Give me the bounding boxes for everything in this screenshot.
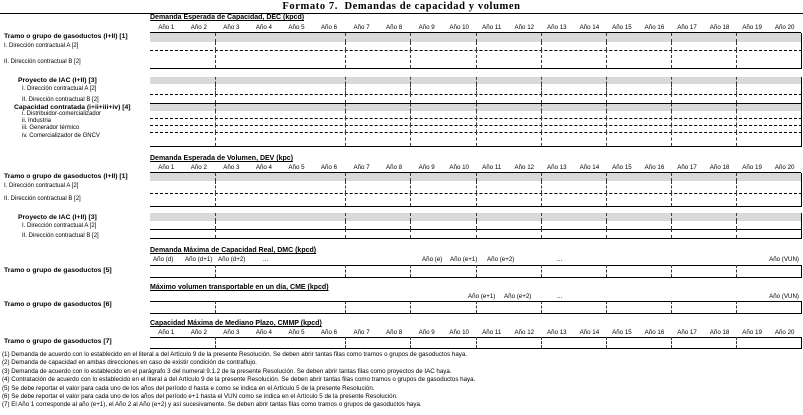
year-label: Año 11: [482, 24, 502, 31]
year-label: Año 9: [418, 329, 435, 336]
column-separator: [736, 221, 737, 229]
column-separator: [215, 193, 216, 206]
column-separator: [476, 229, 477, 238]
column-separator: [476, 173, 477, 181]
dev-iac-dir-b-data-row[interactable]: [150, 229, 802, 239]
year-label: Año 16: [644, 329, 665, 336]
footnote-line: (6) Se debe reportar el valor para cada uno de los años del período e+1 hasta el VUN como se indica en el Artículo 5 de la presente Resolución.: [2, 393, 398, 401]
column-separator: [345, 265, 346, 277]
year-label: Año 3: [223, 24, 240, 31]
year-label: Año 9: [418, 24, 435, 31]
column-separator: [476, 84, 477, 94]
column-separator: [671, 265, 672, 277]
year-label: Año 12: [514, 329, 535, 336]
dec-capacidad-items: [22, 111, 101, 140]
dmc-col-ellipsis: ...: [557, 256, 563, 263]
column-separator: [410, 33, 411, 42]
dev-dir-b-data-row[interactable]: [150, 193, 802, 207]
column-separator: [736, 265, 737, 277]
column-separator: [541, 337, 542, 348]
column-separator: [736, 77, 737, 84]
column-separator: [541, 132, 542, 146]
dmc-col-label: Año (d+2): [218, 256, 246, 263]
dmc-row-label: Tramo o grupo de gasoductos [5]: [4, 267, 112, 274]
year-label: Año 19: [742, 24, 762, 31]
column-separator: [215, 77, 216, 84]
column-separator: [606, 265, 607, 277]
column-separator: [215, 104, 216, 111]
footnote-line: (3) Demanda de acuerdo con lo establecido en el parágrafo 3 del numeral 9.1.2 de la presente Resolución. Se deben abrir tantas filas como proyectos de IAC haya.: [2, 367, 452, 375]
year-label: Año 17: [677, 164, 697, 171]
column-separator: [606, 229, 607, 238]
column-separator: [736, 173, 737, 181]
dmc-col-vun-label: Año (VUN): [769, 256, 799, 263]
year-label: Año 1: [158, 24, 175, 31]
column-separator: [476, 94, 477, 103]
column-separator: [410, 84, 411, 94]
column-separator: [345, 111, 346, 118]
year-label: Año 1: [158, 329, 175, 336]
column-separator: [476, 111, 477, 118]
year-label: Año 10: [449, 164, 469, 171]
column-separator: [410, 104, 411, 111]
column-separator: [345, 213, 346, 221]
dmc-section-header: Demanda Máxima de Capacidad Real, DMC (kpcd): [150, 247, 317, 254]
column-separator: [345, 229, 346, 238]
column-separator: [541, 193, 542, 206]
capacidad-item-label: iv. Comercializador de GNCV: [22, 132, 100, 139]
dec-iac-dir-b-data-row[interactable]: [150, 94, 802, 104]
column-separator: [215, 265, 216, 277]
column-separator: [476, 125, 477, 132]
column-separator: [736, 104, 737, 111]
year-label: Año 8: [386, 329, 403, 336]
column-separator: [671, 94, 672, 103]
column-separator: [606, 111, 607, 118]
column-separator: [215, 173, 216, 181]
column-separator: [476, 193, 477, 206]
year-label: Año 18: [709, 164, 730, 171]
dev-dir-b-label: II. Dirección contractual B [2]: [4, 196, 81, 202]
column-separator: [671, 77, 672, 84]
column-separator: [410, 42, 411, 50]
column-separator: [410, 50, 411, 68]
column-separator: [345, 42, 346, 50]
column-separator: [606, 33, 607, 42]
dec-tramo-data-row[interactable]: [150, 33, 802, 42]
column-separator: [215, 213, 216, 221]
column-separator: [215, 33, 216, 42]
year-label: Año 10: [449, 329, 469, 336]
year-label: Año 13: [547, 329, 567, 336]
dev-tramo-data-row[interactable]: [150, 173, 802, 181]
dec-cap-iv-data-row[interactable]: [150, 132, 802, 147]
year-label: Año 16: [644, 164, 665, 171]
year-label: Año 17: [677, 329, 697, 336]
column-separator: [410, 213, 411, 221]
capacidad-item-label: iii. Generador térmico: [22, 125, 80, 132]
dmc-data-row[interactable]: [150, 265, 802, 278]
column-separator: [215, 118, 216, 125]
column-separator: [410, 173, 411, 181]
column-separator: [215, 42, 216, 50]
column-separator: [476, 42, 477, 50]
column-separator: [671, 118, 672, 125]
year-label: Año 12: [514, 24, 535, 31]
year-label: Año 5: [288, 329, 305, 336]
column-separator: [606, 221, 607, 229]
year-label: Año 11: [482, 329, 502, 336]
year-label: Año 14: [579, 164, 600, 171]
column-separator: [476, 132, 477, 146]
capacidad-item-label: ii. Industria: [22, 118, 52, 125]
year-label: Año 2: [190, 329, 207, 336]
column-separator: [215, 337, 216, 348]
column-separator: [410, 229, 411, 238]
year-label: Año 6: [320, 164, 338, 171]
dev-tramo-label: Tramo o grupo de gasoductos (I+II) [1]: [4, 173, 128, 180]
column-separator: [476, 221, 477, 229]
footnote-line: (2) Demanda de capacidad en ambas direcciones en caso de existir condición de contraflujo.: [2, 359, 257, 367]
dmc-col-label: Año (e): [422, 256, 443, 263]
column-separator: [476, 213, 477, 221]
year-label: Año 2: [190, 164, 207, 171]
column-separator: [606, 118, 607, 125]
dec-tramo-label: Tramo o grupo de gasoductos (I+II) [1]: [4, 33, 128, 40]
title-rule: [0, 13, 803, 14]
dec-dir-b-data-row[interactable]: [150, 50, 802, 69]
year-label: Año 5: [288, 164, 305, 171]
column-separator: [541, 265, 542, 277]
column-separator: [215, 50, 216, 68]
year-label: Año 1: [158, 164, 175, 171]
column-separator: [215, 84, 216, 94]
year-label: Año 14: [579, 329, 600, 336]
column-separator: [345, 181, 346, 193]
cme-col-label: Año (e+1): [468, 293, 496, 300]
column-separator: [606, 104, 607, 111]
column-separator: [736, 94, 737, 103]
year-label: Año 15: [612, 24, 632, 31]
column-separator: [541, 42, 542, 50]
column-separator: [606, 173, 607, 181]
column-separator: [671, 221, 672, 229]
year-label: Año 19: [742, 164, 762, 171]
year-label: Año 15: [612, 329, 632, 336]
column-separator: [736, 193, 737, 206]
year-label: Año 13: [547, 164, 567, 171]
column-separator: [736, 33, 737, 42]
year-label: Año 8: [386, 24, 403, 31]
year-label: Año 7: [353, 24, 370, 31]
column-separator: [215, 181, 216, 193]
column-separator: [736, 50, 737, 68]
year-label: Año 17: [677, 24, 697, 31]
cme-section-header: Máximo volumen transportable en un día, CME (kpcd): [150, 284, 329, 291]
dec-iac-data-row[interactable]: [150, 77, 802, 84]
column-separator: [345, 77, 346, 84]
column-separator: [606, 132, 607, 146]
footnotes: [2, 351, 802, 410]
column-separator: [541, 111, 542, 118]
cme-row-label: Tramo o grupo de gasoductos [6]: [4, 301, 112, 308]
column-separator: [671, 229, 672, 238]
dmc-col-ellipsis: ...: [263, 256, 269, 263]
column-separator: [345, 337, 346, 348]
column-separator: [541, 229, 542, 238]
column-separator: [671, 181, 672, 193]
dec-dir-a-label: I. Dirección contractual A [2]: [4, 43, 79, 49]
column-separator: [606, 301, 607, 313]
cme-col-label: Año (e+2): [504, 293, 532, 300]
column-separator: [215, 229, 216, 238]
column-separator: [736, 125, 737, 132]
column-separator: [671, 125, 672, 132]
column-separator: [410, 221, 411, 229]
dev-iac-dir-b-label: II. Dirección contractual B [2]: [22, 233, 99, 239]
year-label: Año 3: [223, 329, 240, 336]
dec-year-header-row: [150, 24, 801, 33]
column-separator: [541, 125, 542, 132]
footnote-line: (4) Contratación de acuerdo con lo establecido en el literal a del Artículo 9 de la presente Resolución. Se deben abrir tantas filas como tramos o grupos de gasoductos haya.: [2, 376, 476, 384]
column-separator: [606, 125, 607, 132]
dec-capacidad-data-row[interactable]: [150, 104, 802, 111]
year-label: Año 13: [547, 24, 567, 31]
column-separator: [215, 221, 216, 229]
column-separator: [541, 173, 542, 181]
column-separator: [606, 94, 607, 103]
column-separator: [736, 111, 737, 118]
column-separator: [345, 193, 346, 206]
year-label: Año 18: [709, 24, 730, 31]
column-separator: [215, 111, 216, 118]
column-separator: [410, 265, 411, 277]
column-separator: [410, 94, 411, 103]
column-separator: [410, 193, 411, 206]
column-separator: [736, 132, 737, 146]
dec-capacidad-label: Capacidad contratada (i+ii+iii+iv) [4]: [14, 104, 131, 111]
year-label: Año 4: [255, 164, 272, 171]
column-separator: [736, 181, 737, 193]
column-separator: [345, 84, 346, 94]
column-separator: [215, 301, 216, 313]
column-separator: [410, 337, 411, 348]
column-separator: [476, 104, 477, 111]
column-separator: [606, 50, 607, 68]
dec-iac-label: Proyecto de IAC (I+II) [3]: [18, 77, 97, 84]
column-separator: [476, 265, 477, 277]
column-separator: [606, 84, 607, 94]
column-separator: [410, 181, 411, 193]
column-separator: [736, 301, 737, 313]
year-label: Año 3: [223, 164, 240, 171]
capacidad-item-label: i. Distribuidor-comercializador: [22, 111, 102, 117]
cmmp-row-label: Tramo o grupo de gasoductos [7]: [4, 338, 112, 345]
year-label: Año 12: [514, 164, 535, 171]
column-separator: [215, 125, 216, 132]
column-separator: [541, 181, 542, 193]
column-separator: [606, 337, 607, 348]
column-separator: [606, 77, 607, 84]
footnote-line: (5) Se debe reportar el valor para cada uno de los años del período d hasta e como se indica en el Artículo 5 de la presente Resolución.: [2, 384, 375, 392]
dmc-col-label: Año (d+1): [185, 256, 213, 263]
column-separator: [736, 84, 737, 94]
column-separator: [541, 33, 542, 42]
column-separator: [541, 221, 542, 229]
column-separator: [606, 193, 607, 206]
column-separator: [345, 104, 346, 111]
column-separator: [410, 132, 411, 146]
year-label: Año 6: [320, 24, 338, 31]
cmmp-section-header: Capacidad Máxima de Mediano Plazo, CMMP (kpcd): [150, 320, 322, 327]
column-separator: [671, 104, 672, 111]
year-label: Año 16: [644, 24, 665, 31]
column-separator: [345, 33, 346, 42]
column-separator: [541, 213, 542, 221]
dmc-col-label: Año (e+2): [487, 256, 515, 263]
column-separator: [671, 42, 672, 50]
year-label: Año 7: [353, 329, 370, 336]
column-separator: [345, 221, 346, 229]
column-separator: [476, 337, 477, 348]
year-label: Año 19: [742, 329, 762, 336]
column-separator: [541, 118, 542, 125]
dec-iac-dir-a-label: I. Dirección contractual A [2]: [22, 86, 97, 92]
year-label: Año 20: [774, 164, 795, 171]
cmmp-data-row[interactable]: [150, 337, 802, 349]
column-separator: [671, 337, 672, 348]
column-separator: [410, 118, 411, 125]
column-separator: [476, 301, 477, 313]
column-separator: [736, 337, 737, 348]
year-label: Año 20: [774, 329, 795, 336]
year-label: Año 20: [774, 24, 795, 31]
column-separator: [410, 77, 411, 84]
year-label: Año 5: [288, 24, 305, 31]
column-separator: [671, 301, 672, 313]
dev-iac-data-row[interactable]: [150, 213, 802, 221]
dev-section-header: Demanda Esperada de Volumen, DEV (kpc): [150, 155, 294, 162]
column-separator: [671, 33, 672, 42]
column-separator: [345, 118, 346, 125]
dev-iac-dir-a-label: I. Dirección contractual A [2]: [22, 223, 97, 229]
cme-data-row[interactable]: [150, 301, 802, 314]
column-separator: [671, 173, 672, 181]
column-separator: [215, 94, 216, 103]
year-label: Año 11: [482, 164, 502, 171]
column-separator: [541, 94, 542, 103]
dec-dir-b-label: II. Dirección contractual B [2]: [4, 59, 81, 65]
column-separator: [345, 50, 346, 68]
column-separator: [671, 111, 672, 118]
year-label: Año 9: [418, 164, 435, 171]
column-separator: [606, 181, 607, 193]
year-label: Año 2: [190, 24, 207, 31]
year-label: Año 7: [353, 164, 370, 171]
dmc-col-label: Año (e+1): [450, 256, 478, 263]
year-label: Año 4: [255, 24, 272, 31]
column-separator: [606, 213, 607, 221]
column-separator: [736, 118, 737, 125]
column-separator: [541, 84, 542, 94]
column-separator: [410, 125, 411, 132]
column-separator: [736, 42, 737, 50]
dev-year-header-row: [150, 164, 801, 173]
column-separator: [410, 301, 411, 313]
column-separator: [345, 173, 346, 181]
column-separator: [671, 213, 672, 221]
column-separator: [736, 213, 737, 221]
form-title: Formato 7. Demandas de capacidad y volumen: [282, 1, 521, 12]
column-separator: [476, 118, 477, 125]
column-separator: [606, 42, 607, 50]
column-separator: [541, 50, 542, 68]
column-separator: [476, 181, 477, 193]
year-label: Año 6: [320, 329, 338, 336]
column-separator: [345, 132, 346, 146]
column-separator: [476, 50, 477, 68]
column-separator: [410, 111, 411, 118]
year-label: Año 15: [612, 164, 632, 171]
cme-col-ellipsis: ...: [557, 293, 563, 300]
cme-col-vun-label: Año (VUN): [769, 293, 799, 300]
dev-iac-label: Proyecto de IAC (I+II) [3]: [18, 214, 97, 221]
year-label: Año 14: [579, 24, 600, 31]
column-separator: [345, 125, 346, 132]
dev-dir-a-label: I. Dirección contractual A [2]: [4, 183, 79, 189]
column-separator: [476, 77, 477, 84]
year-label: Año 8: [386, 164, 403, 171]
column-separator: [541, 301, 542, 313]
year-label: Año 18: [709, 329, 730, 336]
dec-iac-dir-b-label: II. Dirección contractual B [2]: [22, 97, 99, 103]
column-separator: [541, 77, 542, 84]
column-separator: [215, 132, 216, 146]
column-separator: [671, 50, 672, 68]
footnote-line: (1) Demanda de acuerdo con lo establecido en el literal a del Artículo 9 de la presente Resolución. Se deben abrir tantas filas como tramos o grupos de gasoductos haya.: [2, 351, 468, 358]
column-separator: [736, 229, 737, 238]
column-separator: [671, 132, 672, 146]
column-separator: [345, 94, 346, 103]
column-separator: [476, 33, 477, 42]
column-separator: [345, 301, 346, 313]
year-label: Año 10: [449, 24, 469, 31]
column-separator: [671, 193, 672, 206]
footnote-line: (7) El Año 1 corresponde al año (e+1), el Año 2 al Año (e+2) y así sucesivamente. Se deben abrir tantas filas como tramos o grupos de gasoductos haya.: [2, 401, 422, 409]
year-label: Año 4: [255, 329, 272, 336]
dmc-col-label: Año (d): [153, 256, 174, 263]
dec-section-header: Demanda Esperada de Capacidad, DEC (kpcd): [150, 14, 305, 21]
column-separator: [671, 84, 672, 94]
column-separator: [541, 104, 542, 111]
